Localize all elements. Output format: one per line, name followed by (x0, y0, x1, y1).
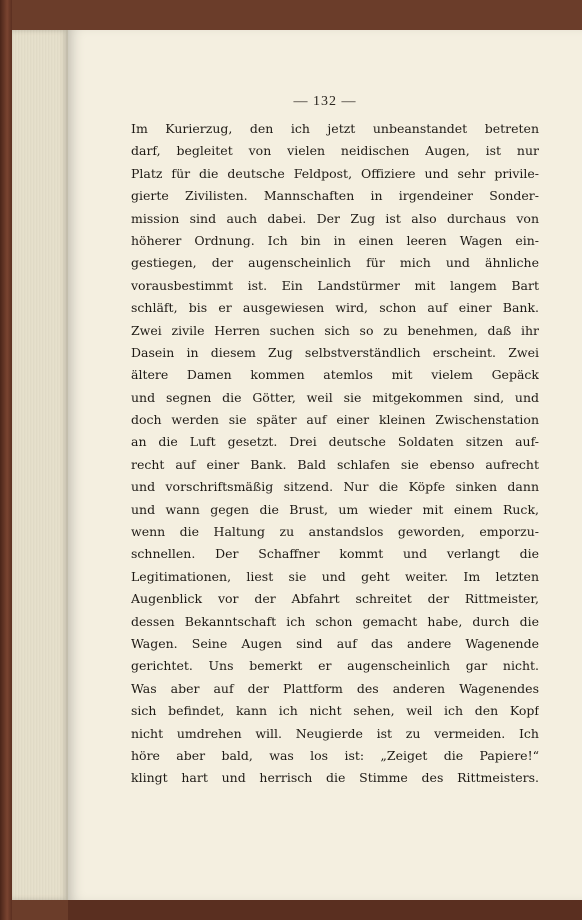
text-line: höre aber bald, was los ist: „Zeiget die Papiere!“ (131, 747, 539, 763)
text-line: an die Luft gesetzt. Drei deutsche Soldaten sitzen auf- (131, 434, 539, 450)
text-line: sich befindet, kann ich nicht sehen, weil ich den Kopf (131, 703, 539, 719)
page-edges (12, 30, 68, 900)
text-line: und segnen die Götter, weil sie mitgekommen sind, und (131, 389, 539, 405)
text-line: darf, begleitet von vielen neidischen Augen, ist nur (131, 143, 539, 159)
text-line: klingt hart und herrisch die Stimme des Rittmeisters. (131, 770, 539, 786)
cover-edge (68, 900, 582, 920)
text-line: Im Kurierzug, den ich jetzt unbeanstandet betreten (131, 121, 539, 136)
text-line: Platz für die deutsche Feldpost, Offiziere und sehr privile- (131, 165, 539, 181)
text-line: höherer Ordnung. Ich bin in einen leeren Wagen ein- (131, 232, 539, 248)
text-line: Was aber auf der Plattform des anderen Wagenendes (131, 680, 539, 696)
page-number: — 132 — (293, 94, 357, 109)
book-page (68, 30, 582, 900)
text-line: Zwei zivile Herren suchen sich so zu benehmen, daß ihr (131, 322, 539, 338)
text-line: doch werden sie später auf einer kleinen Zwischenstation (131, 412, 539, 428)
text-line: mission sind auch dabei. Der Zug ist also durchaus von (131, 210, 539, 226)
book-binding (0, 0, 12, 920)
text-line: wenn die Haltung zu anstandslos geworden, emporzu- (131, 524, 539, 540)
text-line: vorausbestimmt ist. Ein Landstürmer mit langem Bart (131, 277, 539, 293)
text-line: gestiegen, der augenscheinlich für mich und ähnliche (131, 255, 539, 271)
text-line: gerichtet. Uns bemerkt er augenscheinlich gar nicht. (131, 658, 539, 674)
text-line: ältere Damen kommen atemlos mit vielem Gepäck (131, 367, 539, 383)
text-line: gierte Zivilisten. Mannschaften in irgendeiner Sonder- (131, 188, 539, 204)
text-line: Wagen. Seine Augen sind auf das andere Wagenende (131, 635, 539, 651)
text-line: Legitimationen, liest sie und geht weiter. Im letzten (131, 568, 539, 584)
text-line: und wann gegen die Brust, um wieder mit einem Ruck, (131, 501, 539, 517)
text-line: schnellen. Der Schaffner kommt und verlangt die (131, 546, 539, 562)
text-line: Augenblick vor der Abfahrt schreitet der Rittmeister, (131, 591, 539, 607)
text-line: dessen Bekanntschaft ich schon gemacht habe, durch die (131, 613, 539, 629)
text-line: recht auf einer Bank. Bald schlafen sie ebenso aufrecht (131, 456, 539, 472)
body-text (131, 118, 539, 790)
text-line: Dasein in diesem Zug selbstverständlich erscheint. Zwei (131, 344, 539, 360)
text-line: nicht umdrehen will. Neugierde ist zu vermeiden. Ich (131, 725, 539, 741)
text-line: und vorschriftsmäßig sitzend. Nur die Köpfe sinken dann (131, 479, 539, 495)
text-line: schläft, bis er ausgewiesen wird, schon auf einer Bank. (131, 300, 539, 316)
